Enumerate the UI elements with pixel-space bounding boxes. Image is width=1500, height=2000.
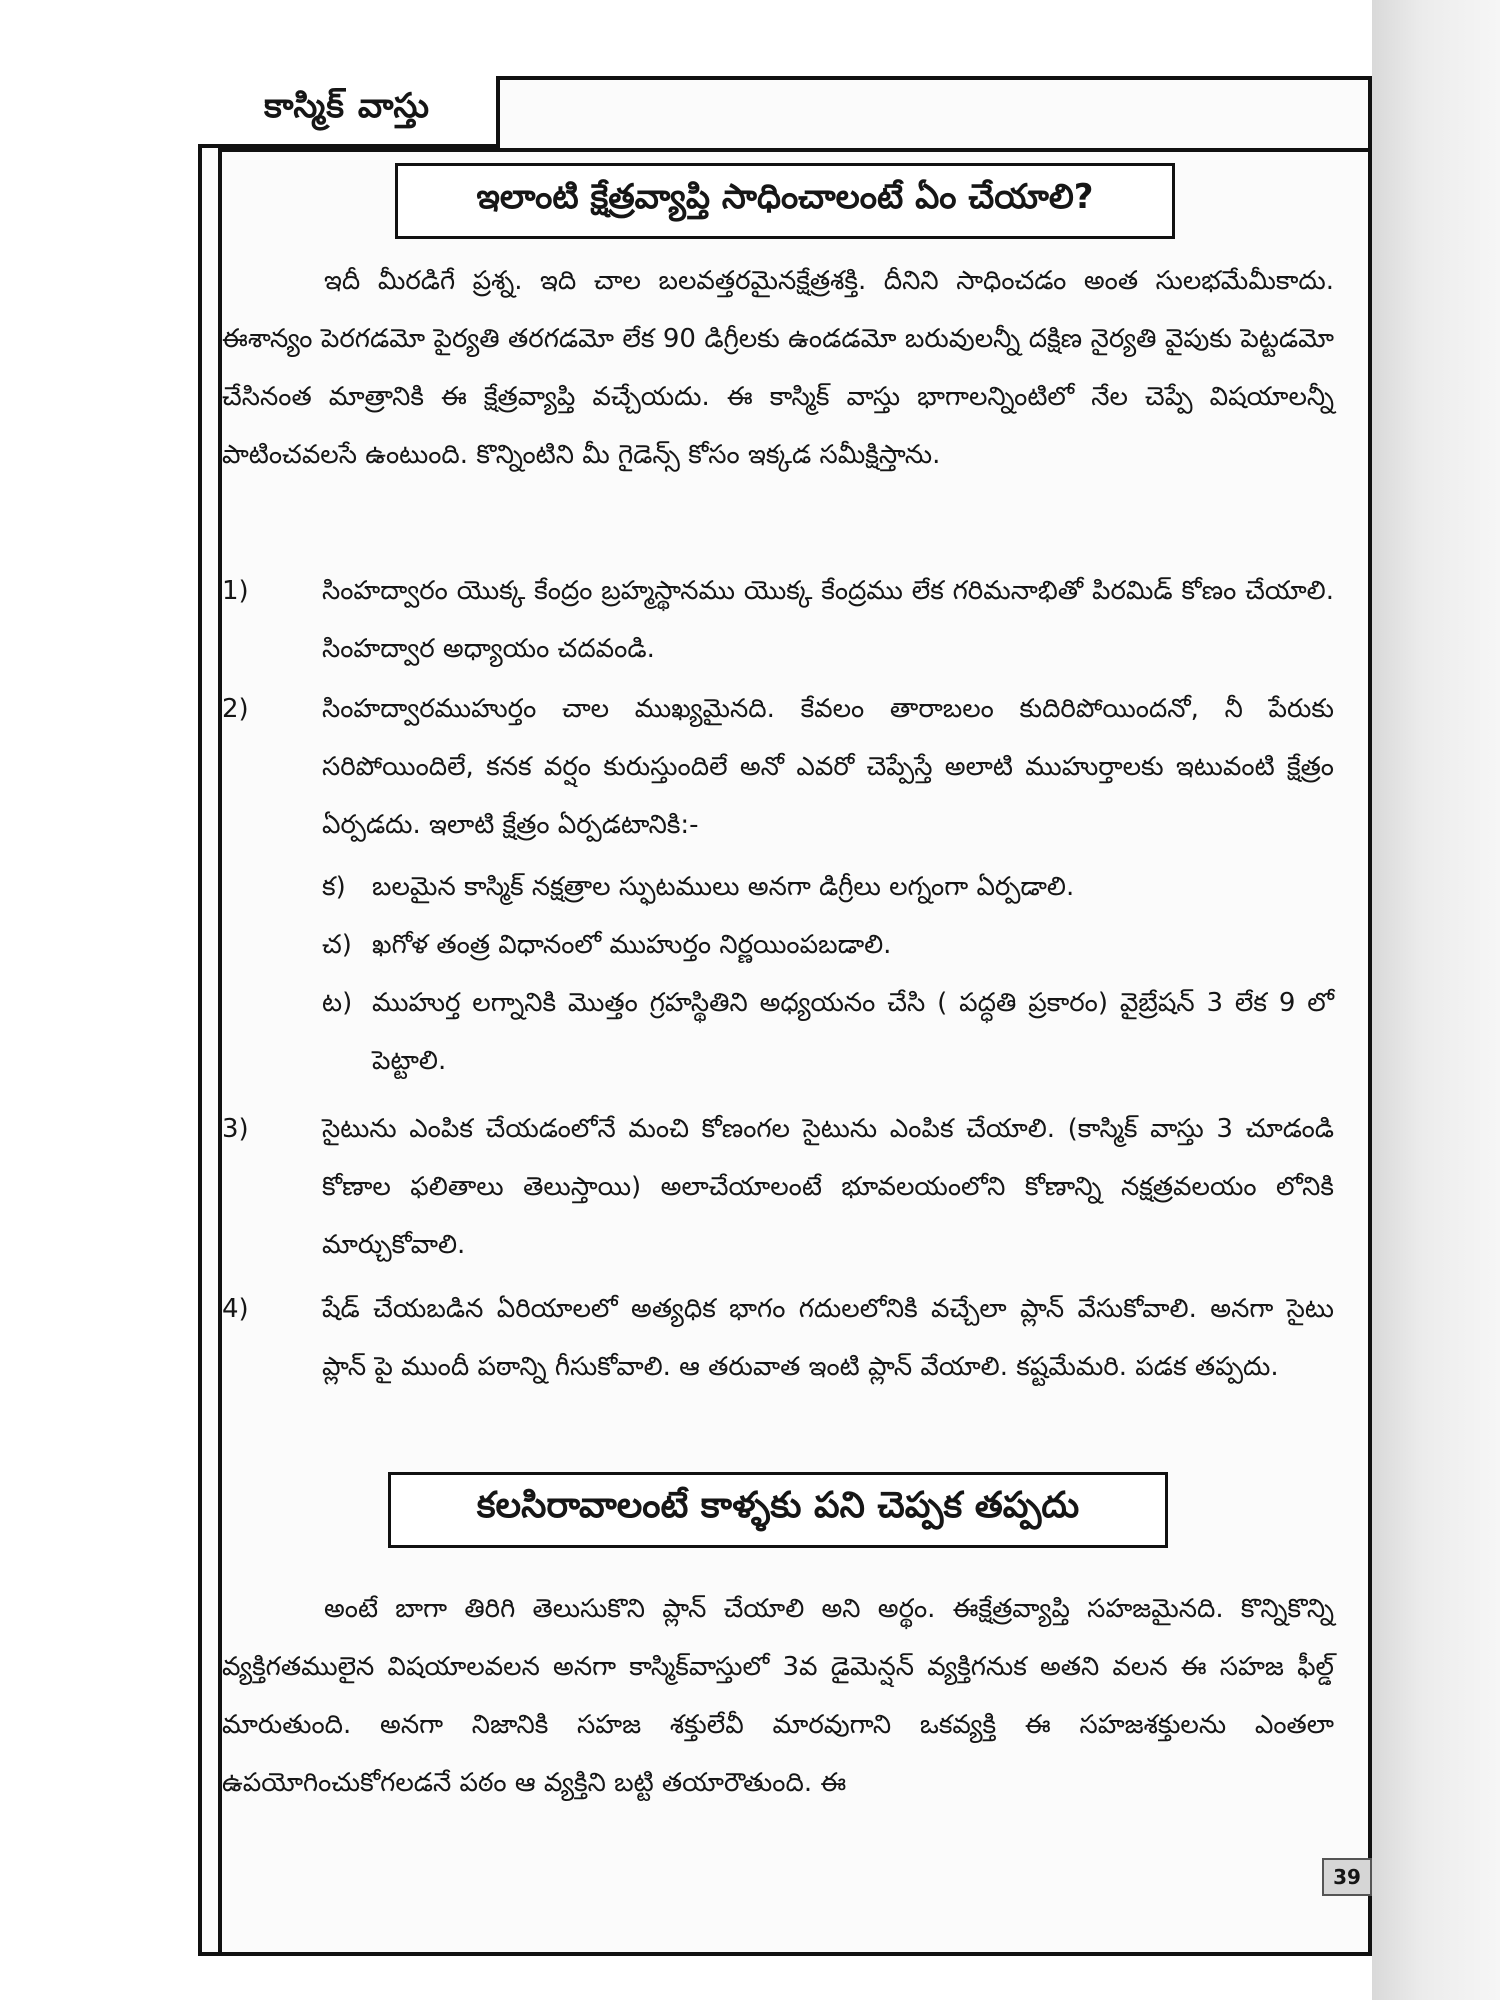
sub-item-text: ఖగోళ తంత్ర విధానంలో ముహుర్తం నిర్ణయింపబడాలి. — [372, 930, 892, 960]
sub-item-label: ట) — [322, 988, 353, 1018]
section-heading-1-text: ఇలాంటి క్షేత్రవ్యాప్తి సాధించాలంటే ఏం చేయాలి? — [476, 177, 1094, 217]
sub-item-text: ముహుర్త లగ్నానికి మొత్తం గ్రహస్థితిని అధ్యయనం చేసి ( పద్ధతి ప్రకారం) వైబ్రేషన్ 3 లేక 9 లో పెట్టాలి. — [372, 988, 1334, 1076]
sub-item-text: బలమైన కాస్మిక్ నక్షత్రాల స్ఫుటములు అనగా డిగ్రీలు లగ్నంగా ఏర్పడాలి. — [372, 872, 1075, 902]
closing-paragraph: అంటే బాగా తిరిగి తెలుసుకొని ప్లాన్ చేయాలి అని అర్థం. ఈక్షేత్రవ్యాప్తి సహజమైనది. కొన్నికొన్ని వ్యక్తిగతములైన విషయాలవలన అనగా కాస్మిక్‌వాస్తులో 3వ డైమెన్షన్ వ్యక్తిగనుక అతని వలన ఈ సహజ ఫీల్డ్ మారుతుంది. అనగా నిజానికి సహజ శక్తులేవీ మారవుగాని ఒకవ్యక్తి ఈ సహజశక్తులను ఎంతలా ఉపయోగించుకోగలడనే పఠం ఆ వ్యక్తిని బట్టి తయారౌతుంది. ఈ — [222, 1594, 1334, 1798]
page-edge-shadow — [1372, 0, 1500, 2000]
list-item-text: సింహద్వారం యొక్క కేంద్రం బ్రహ్మస్థానము యొక్క కేంద్రము లేక గరిమనాభితో పిరమిడ్ కోణం చేయాలి. సింహద్వార అధ్యాయం చదవండి. — [322, 576, 1334, 664]
page-number-text: 39 — [1333, 1865, 1361, 1889]
list-item-text: సింహద్వారముహుర్తం చాల ముఖ్యమైనది. కేవలం తారాబలం కుదిరిపోయిందనో, నీ పేరుకు సరిపోయిందిలే, కనక వర్షం కురుస్తుందిలే అనో ఎవరో చెప్పేస్తే అలాటి ముహుర్తాలకు ఇటువంటి క్షేత్రం ఏర్పడదు. ఇలాటి క్షేత్రం ఏర్పడటానికి:- — [322, 694, 1334, 840]
list-item-number: 2) — [222, 694, 249, 724]
list-item-number: 3) — [222, 1114, 249, 1144]
section-heading-2-text: కలసిరావాలంటే కాళ్ళకు పని చెప్పక తప్పదు — [476, 1485, 1080, 1526]
section-heading-2 — [388, 1472, 1168, 1548]
sub-item-label: క) — [322, 872, 346, 902]
intro-paragraph: ఇదీ మీరడిగే ప్రశ్న. ఇది చాల బలవత్తరమైనక్షేత్రశక్తి. దీనిని సాధించడం అంత సులభమేమీకాదు. ఈశాన్యం పెరగడమో పైర్యతి తరగడమో లేక 90 డిగ్రీలకు ఉండడమో బరువులన్నీ దక్షిణ నైర్యతి వైపుకు పెట్టడమో చేసినంత మాత్రానికి ఈ క్షేత్రవ్యాప్తి వచ్చేయదు. ఈ కాస్మిక్ వాస్తు భాగాలన్నింటిలో నేల చెప్పే విషయాలన్నీ పాటించవలసే ఉంటుంది. కొన్నింటిని మీ గైడెన్స్ కోసం ఇక్కడ సమీక్షిస్తాను. — [222, 266, 1334, 470]
list-item-text: షేడ్ చేయబడిన ఏరియాలలో అత్యధిక భాగం గదులలోనికి వచ్చేలా ప్లాన్ వేసుకోవాలి. అనగా సైటు ప్లాన్ పై ముందీ పఠాన్ని గీసుకోవాలి. ఆ తరువాత ఇంటి ప్లాన్ వేయాలి. కష్టమేమరి. పడక తప్పదు. — [322, 1294, 1334, 1382]
list-item-number: 1) — [222, 576, 249, 606]
page-number — [1322, 1858, 1372, 1896]
book-title-tab — [198, 76, 500, 148]
section-heading-1 — [395, 163, 1175, 239]
list-item-text: సైటును ఎంపిక చేయడంలోనే మంచి కోణంగల సైటును ఎంపిక చేయాలి. (కాస్మిక్ వాస్తు 3 చూడండి కోణాల ఫలితాలు తెలుస్తాయి) అలాచేయాలంటే భూవలయంలోని కోణాన్ని నక్షత్రవలయం లోనికి మార్చుకోవాలి. — [322, 1114, 1334, 1260]
sub-item-label: చ) — [322, 930, 352, 960]
book-title: కాస్మిక్ వాస్తు — [263, 86, 431, 126]
list-item-number: 4) — [222, 1294, 249, 1324]
inner-border-top — [218, 148, 1372, 152]
